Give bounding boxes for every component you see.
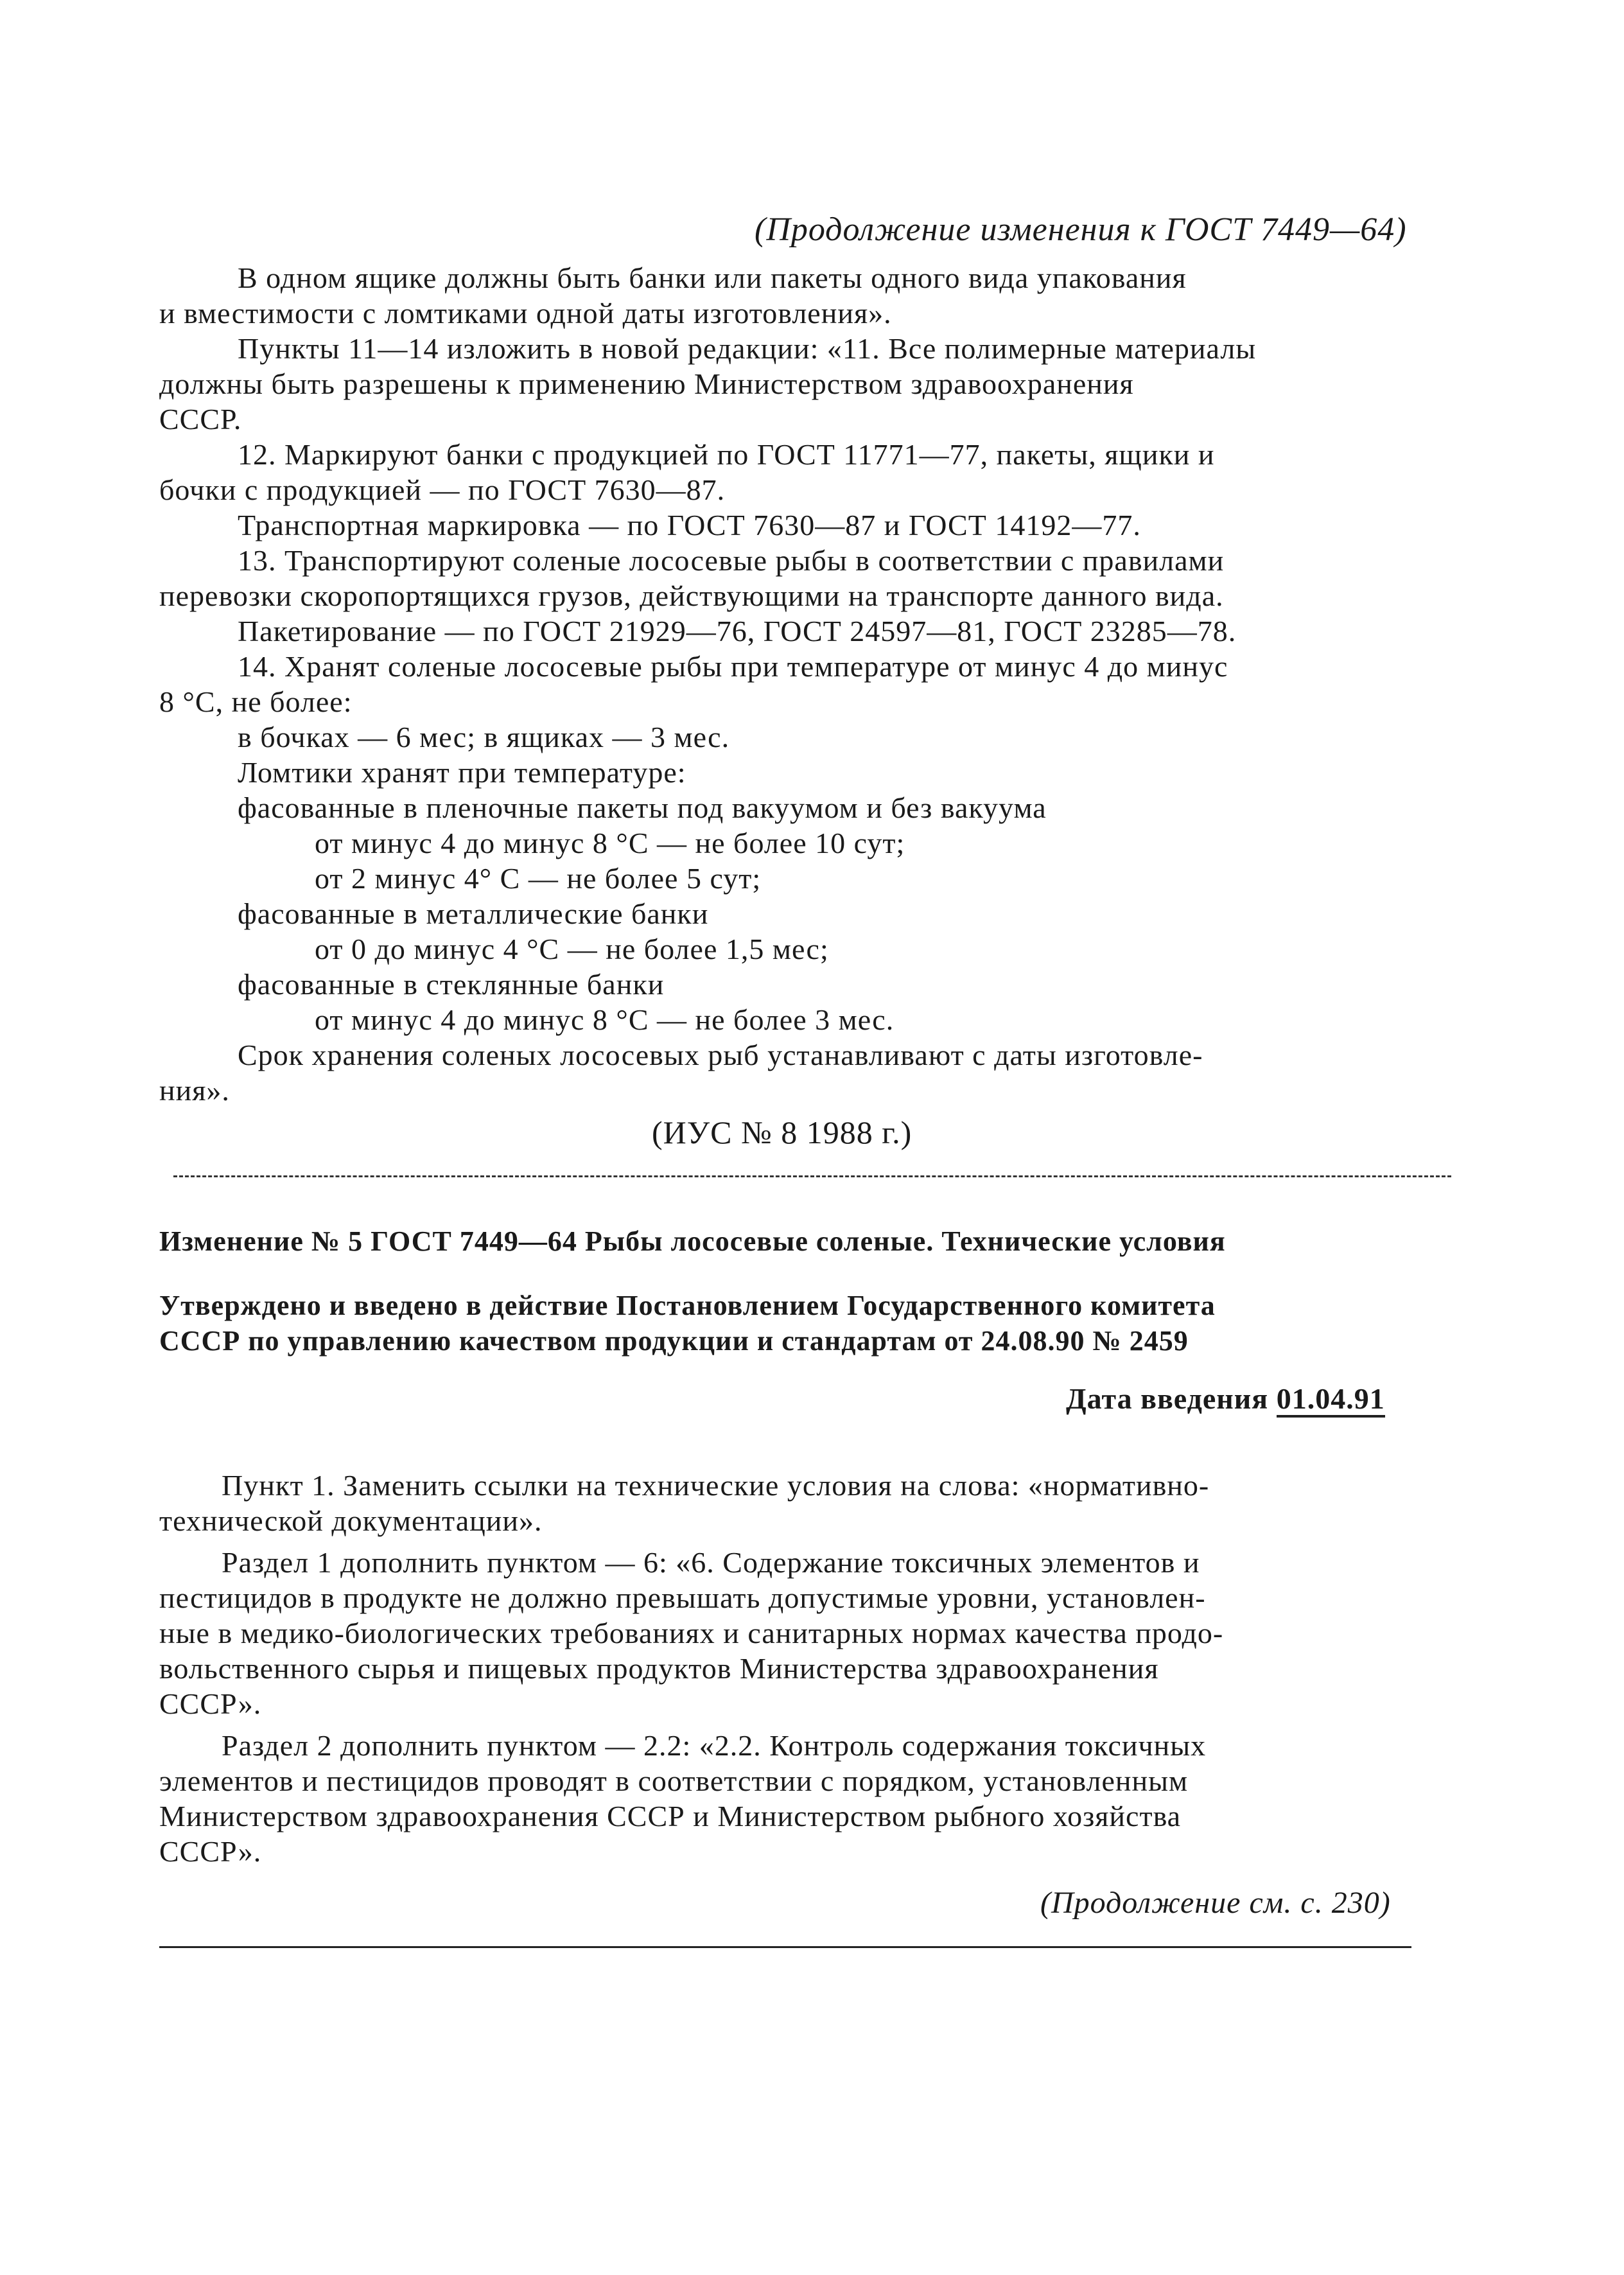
src [0,0,1,1]
p1-line: 12. Маркируют банки с продукцией по ГОСТ 11771—77, пакеты, ящики и [238,438,1215,471]
ius-reference: (ИУС № 8 1988 г.) [652,1114,912,1150]
p1-line: Срок хранения соленых лососевых рыб устанавливают с даты изготовле- [238,1039,1203,1071]
intro-date [1066,1381,1385,1417]
p1-line: 14. Хранят соленые лососевые рыбы при температуре от минус 4 до минус [238,650,1228,683]
approved-line: Утверждено и введено в действие Постановлением Государственного комитета [159,1290,1216,1321]
p1-line: от 2 минус 4° С — не более 5 сут; [315,862,762,895]
body-line: Раздел 1 дополнить пунктом — 6: «6. Содержание токсичных элементов и [222,1546,1200,1579]
p1-line: и вместимости с ломтиками одной даты изготовления». [159,297,892,329]
p1-line: от 0 до минус 4 °С — не более 1,5 мес; [315,933,829,965]
bottom-rule [159,1946,1411,1948]
intro-date-label: Дата введения [1066,1382,1269,1415]
p1-line: в бочках — 6 мес; в ящиках — 3 мес. [238,721,730,753]
p1-line: бочки с продукцией — по ГОСТ 7630—87. [159,473,726,506]
p1-line: В одном ящике должны быть банки или пакеты одного вида упакования [238,261,1187,294]
change5-title: Изменение № 5 ГОСТ 7449—64 Рыбы лососевые соленые. Технические условия [159,1225,1226,1257]
p1-line: от минус 4 до минус 8 °С — не более 3 мес. [315,1003,895,1036]
continued-note: (Продолжение см. с. 230) [1040,1886,1391,1920]
body-line: элементов и пестицидов проводят в соответствии с порядком, установленным [159,1764,1189,1797]
body-line: СССР». [159,1687,262,1720]
p1-line: перевозки скоропортящихся грузов, действующими на транспорте данного вида. [159,579,1224,612]
p1-line: от минус 4 до минус 8 °С — не более 10 сут; [315,827,905,859]
p1-line: ния». [159,1074,230,1107]
p1-line: Пункты 11—14 изложить в новой редакции: «11. Все полимерные материалы [238,332,1257,365]
p1-line: фасованные в стеклянные банки [238,968,665,1001]
p1-line: 13. Транспортируют соленые лососевые рыбы в соответствии с правилами [238,544,1225,577]
separator-rule [173,1175,1451,1177]
body-line: Пункт 1. Заменить ссылки на технические условия на слова: «нормативно- [222,1469,1210,1502]
intro-date-value: 01.04.91 [1277,1382,1385,1418]
body-line: технической документации». [159,1504,543,1537]
p1-line: 8 °С, не более: [159,685,353,718]
p1-line: Транспортная маркировка — по ГОСТ 7630—87 и ГОСТ 14192—77. [238,509,1141,541]
body-line: вольственного сырья и пищевых продуктов Министерства здравоохранения [159,1652,1159,1685]
approved-line: СССР по управлению качеством продукции и стандартам от 24.08.90 № 2459 [159,1325,1189,1357]
continuation-header: (Продолжение изменения к ГОСТ 7449—64) [755,211,1407,248]
body-line: Раздел 2 дополнить пунктом — 2.2: «2.2. Контроль содержания токсичных [222,1729,1207,1762]
p1-line: фасованные в металлические банки [238,897,709,930]
body-line: ные в медико-биологических требованиях и санитарных нормах качества продо- [159,1617,1224,1649]
body-line: пестицидов в продукте не должно превышать допустимые уровни, установлен- [159,1581,1206,1614]
p1-line: СССР. [159,403,242,435]
body-line: СССР». [159,1835,262,1868]
p1-line: фасованные в пленочные пакеты под вакуумом и без вакуума [238,791,1047,824]
p1-line: Ломтики хранят при температуре: [238,756,686,789]
body-line: Министерством здравоохранения СССР и Министерством рыбного хозяйства [159,1800,1182,1832]
p1-line: должны быть разрешены к применению Министерством здравоохранения [159,367,1134,400]
p1-line: Пакетирование — по ГОСТ 21929—76, ГОСТ 24597—81, ГОСТ 23285—78. [238,615,1237,647]
